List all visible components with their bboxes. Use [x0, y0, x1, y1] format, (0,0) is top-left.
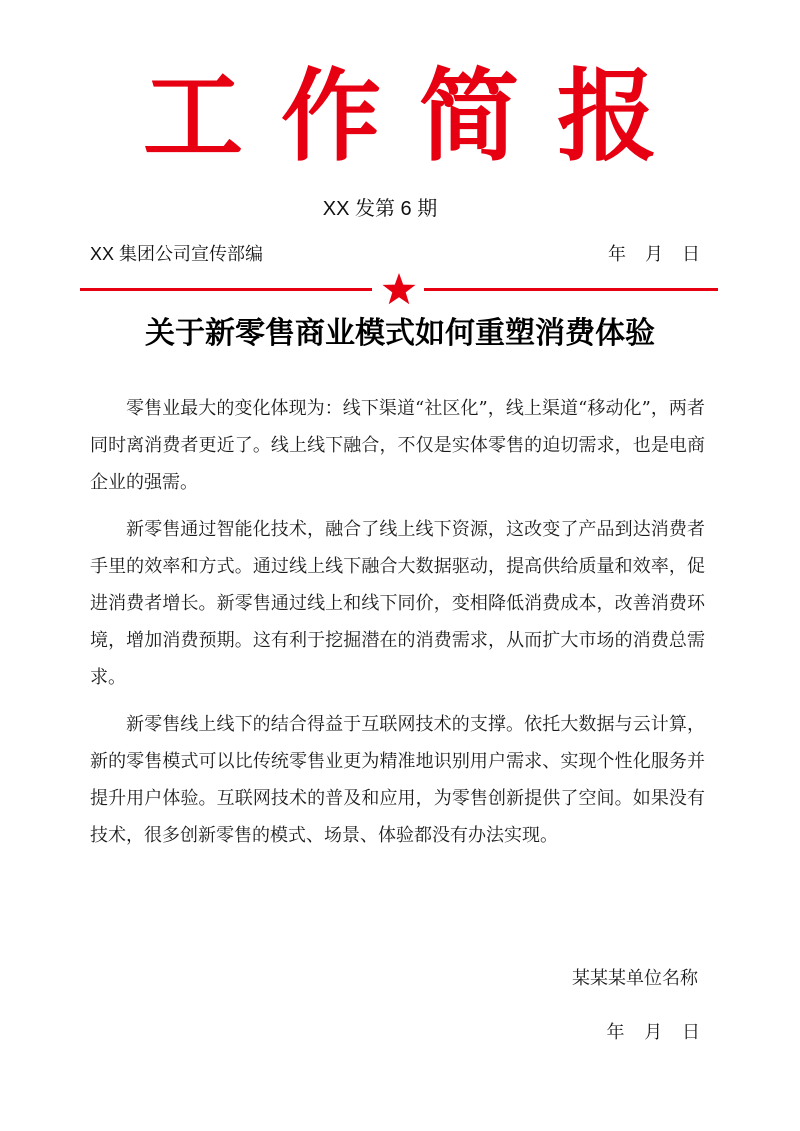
header-date: 年 月 日: [607, 244, 700, 264]
paragraph: 零售业最大的变化体现为：线下渠道“社区化”，线上渠道“移动化”，两者同时离消费者更近了。线上线下融合，不仅是实体零售的迫切需求，也是电商企业的强需。: [90, 398, 705, 493]
footer-date: 年 月 日: [606, 1022, 700, 1043]
issue-number: XX 发第 6 期: [322, 198, 438, 220]
article-title: 关于新零售商业模式如何重塑消费体验: [145, 316, 655, 351]
divider-rule-left: [80, 288, 372, 291]
signature-unit-name: 某某某单位名称: [572, 968, 698, 989]
divider-rule-right: [424, 288, 718, 291]
masthead-title: 工作简报: [143, 58, 695, 175]
paragraph: 新零售通过智能化技术，融合了线上线下资源，这改变了产品到达消费者手里的效率和方式。通过线上线下融合大数据驱动，提高供给质量和效率，促进消费者增长。新零售通过线上和线下同价，变相降低消费成本，改善消费环境，增加消费预期。这有利于挖掘潜在的消费需求，从而扩大市场的消费总需求。: [90, 519, 705, 688]
paragraph: 新零售线上线下的结合得益于互联网技术的支撑。依托大数据与云计算，新的零售模式可以比传统零售业更为精准地识别用户需求、实现个性化服务并提升用户体验。互联网技术的普及和应用，为零售创新提供了空间。如果没有技术，很多创新零售的模式、场景、体验都没有办法实现。: [90, 714, 705, 846]
star-icon: [381, 272, 417, 306]
article-body: [90, 390, 705, 864]
editor-line: XX 集团公司宣传部编: [90, 244, 264, 264]
